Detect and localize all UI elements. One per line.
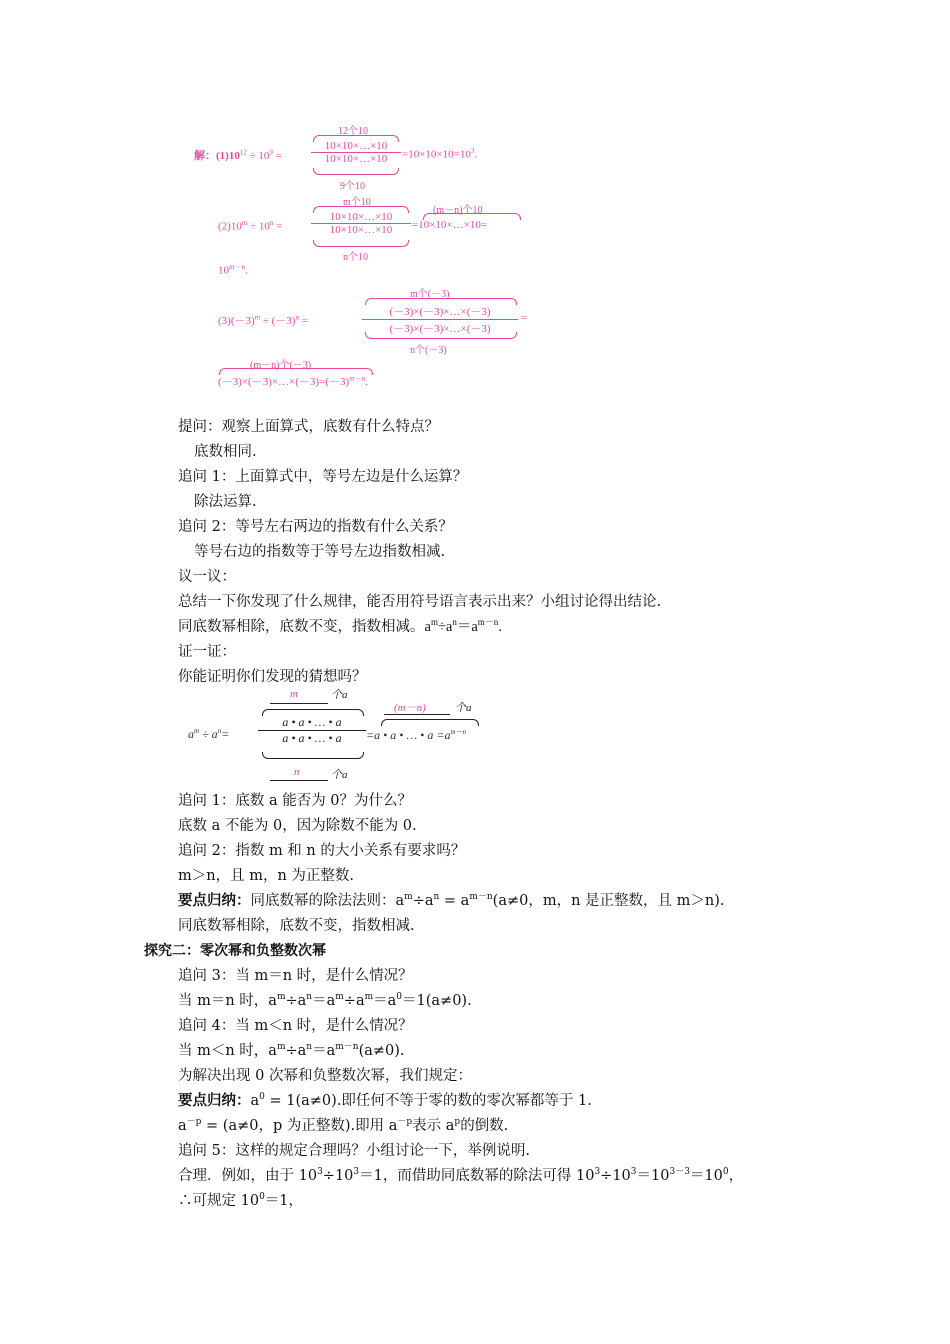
answer-2: 等号右边的指数等于等号左边指数相减.	[194, 544, 446, 560]
p2-bottom-brace	[313, 240, 409, 247]
proof-denominator: a • a • … • a	[282, 731, 342, 745]
followup-2: 追问 2：等号左右两边的指数有什么关系？	[178, 519, 453, 535]
p1-top-label: 12个10	[338, 126, 368, 137]
result: 10	[218, 264, 229, 277]
key-point-label: 要点归纳：	[178, 892, 251, 909]
proof-mid-mn: (m－n)	[394, 702, 426, 714]
proof-numerator: a • a • … • a	[258, 715, 366, 731]
proof-bottom-bar	[270, 780, 328, 781]
answer-4: 当 m＜n 时，$a^m\div a^n=a^{m-n}(a\ne 0)$.	[178, 1042, 405, 1059]
p1-denominator: 10×10×…×10	[324, 153, 388, 165]
p2-numerator: 10×10×…×10	[311, 211, 411, 224]
proof-lhs: $a^m \div a^n=$	[188, 727, 230, 741]
p3-denominator: (－3)×(－3)×…×(－3)	[389, 323, 491, 335]
key-point-1: 要点归纳：同底数幂的除法法则：$a^m\div a^n = a^{m-n}(a\ne 0$，m，n 是正整数，且 m＞n).	[178, 892, 725, 909]
rule-intro: 为解决出现 0 次幂和负整数次幂，我们规定：	[178, 1068, 472, 1084]
p3-eq2: =	[521, 312, 528, 324]
answer-base: 底数相同.	[194, 444, 257, 460]
rule-formula: $a^m\div a^n=a^{m-n}$.	[424, 617, 502, 635]
p2-result	[218, 262, 248, 277]
answer-1: 除法运算.	[194, 494, 257, 510]
section-heading: 探究二：零次幂和负整数次幂	[144, 943, 326, 959]
mid: (－3)×(－3)×…×(－3)=(－3)	[218, 376, 350, 388]
p2-mid: =10×10×…×10=	[412, 219, 488, 231]
eq: =	[273, 220, 283, 233]
exp: n	[269, 219, 274, 227]
p2-bottom-label: n个10	[343, 252, 368, 263]
example: 合理．例如，由于 $10^3\div 10^3=1$，而借助同底数幂的除法可得 $10^3\div 10^3=10^{3-3}=10^0$，	[178, 1167, 744, 1184]
proof-mid: =a • a • … • $a =a^{m-n}$	[366, 728, 467, 742]
followup-1b: 追问 1：底数 a 能否为 0？为什么？	[178, 793, 413, 809]
end: .	[474, 148, 478, 161]
p1-numerator: 10×10×…×10	[311, 140, 401, 153]
followup-2b: 追问 2：指数 m 和 n 的大小关系有要求吗？	[178, 843, 466, 859]
proof-bottom-label: 个a	[331, 769, 348, 781]
eq: =	[298, 315, 308, 327]
div: ÷ 10	[247, 220, 270, 233]
proof-bottom-n: n	[294, 766, 300, 778]
p1-bottom-label: 9个10	[340, 181, 365, 192]
p3-bottom-brace	[365, 332, 517, 339]
answer-1b: 底数 a 不能为 0，因为除数不能为 0.	[178, 818, 417, 834]
followup-1: 追问 1：上面算式中，等号左边是什么运算？	[178, 469, 468, 485]
p2-mid-label: (m－n)个10	[433, 205, 483, 216]
negative-power-rule: $a^{-p} = (a\ne 0$，p 为正整数).即用 $a^{-p}$表示 $a^p$的倒数.	[178, 1117, 509, 1134]
label: (3)(－3)	[218, 315, 255, 327]
prove-question: 你能证明你们发现的猜想吗？	[178, 669, 367, 685]
p3-numerator: (－3)×(－3)×…×(－3)	[362, 303, 518, 320]
p1-fraction	[311, 140, 401, 165]
eq: =	[272, 150, 282, 162]
exp: 12	[239, 148, 247, 157]
solution-1-label: 解：(1)10	[194, 150, 240, 162]
key-point-2: 要点归纳：$a^0 = 1(a\ne 0)$.即任何不等于零的数的零次幂都等于 1.	[178, 1092, 592, 1109]
discuss-text: 总结一下你发现了什么规律，能否用符号语言表示出来？小组讨论得出结论.	[178, 594, 662, 610]
p3-mid-label: (m－n)个(－3)	[250, 360, 312, 371]
p2-top-label: m个10	[343, 197, 371, 208]
solution-2-lhs	[218, 219, 282, 233]
discuss-heading: 议一议：	[178, 569, 236, 585]
rule-text: 同底数幂相除，底数不变，指数相减。	[178, 619, 425, 635]
exp: m	[241, 219, 248, 227]
rule-statement	[178, 617, 502, 637]
exp: m	[254, 313, 261, 322]
p1-bottom-brace	[313, 168, 399, 175]
solution-1-lhs	[194, 147, 282, 163]
exp: 3	[470, 147, 475, 155]
proof-top-bar	[270, 703, 328, 704]
proof-mid-brace	[381, 719, 479, 726]
exp: n	[295, 313, 299, 322]
followup-4: 追问 4：当 m＜n 时，是什么情况？	[178, 1018, 413, 1034]
followup-5: 追问 5：这样的规定合理吗？小组讨论一下，举例说明.	[178, 1143, 530, 1159]
question-base: 提问：观察上面算式，底数有什么特点？	[178, 419, 439, 435]
proof-mid-bar	[384, 714, 450, 715]
p3-top-label: m个(－3)	[410, 289, 450, 300]
proof-top-m: m	[290, 688, 298, 700]
p2-fraction	[311, 211, 411, 236]
p3-bottom-label: n个(－3)	[410, 345, 447, 356]
proof-bottom-brace	[262, 752, 364, 759]
exp: 9	[269, 148, 273, 157]
exp: m－n	[229, 263, 245, 271]
end: .	[244, 264, 248, 277]
followup-3: 追问 3：当 m＝n 时，是什么情况？	[178, 968, 413, 984]
div: ÷ 10	[246, 150, 270, 162]
proof-fraction	[258, 715, 366, 746]
prove-heading: 证一证：	[178, 644, 236, 660]
label: (2)10	[218, 220, 242, 233]
answer-3: 当 m＝n 时，$a^m\div a^n=a^m\div a^m=a^0=1(a\ne 0)$.	[178, 992, 472, 1009]
proof-mid-label: 个a	[455, 702, 472, 714]
p1-result	[402, 147, 477, 161]
p3-mid	[218, 373, 368, 389]
end: .	[365, 376, 368, 388]
exp: m－n	[349, 374, 366, 383]
answer-2b: m＞n，且 m，n 为正整数.	[178, 868, 355, 884]
conclusion: ∴可规定 $10^0=1$，	[178, 1192, 304, 1209]
rule-recap: 同底数幂相除，底数不变，指数相减.	[178, 918, 415, 934]
key-point-label: 要点归纳：	[178, 1092, 251, 1109]
result: =10×10×10=10	[402, 148, 471, 161]
proof-top-label: 个a	[331, 689, 348, 701]
solution-3-lhs	[218, 312, 308, 328]
div: ÷ (－3)	[260, 315, 296, 327]
p2-denominator: 10×10×…×10	[329, 224, 393, 236]
